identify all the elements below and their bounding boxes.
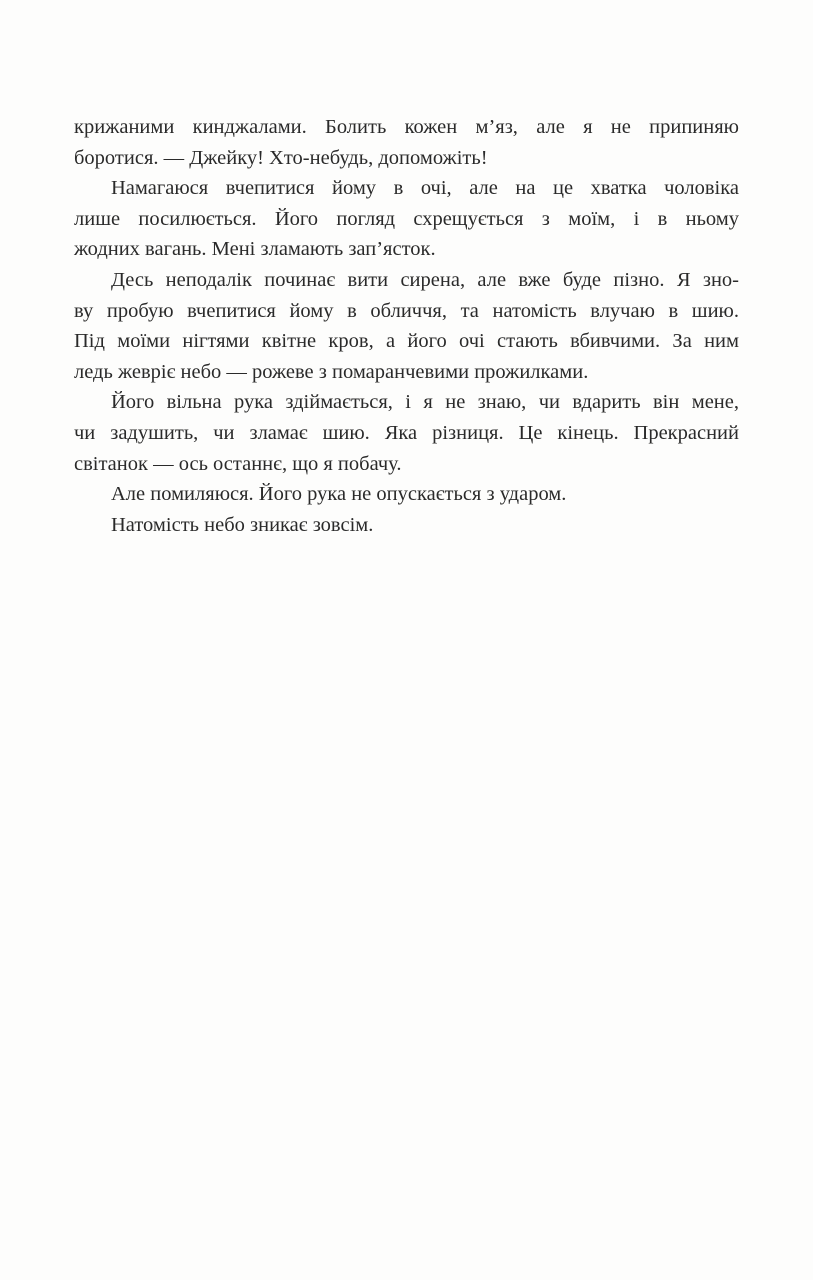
text-line: лише посилюється. Його погляд схрещується з моїм, і в ньому — [74, 207, 739, 230]
text-line: ледь жевріє небо — рожеве з помаранчевими прожилками. — [74, 360, 589, 383]
text-line: боротися. — Джейку! Хто-небудь, допоможіть! — [74, 146, 488, 169]
text-line: світанок — ось останнє, що я побачу. — [74, 452, 402, 475]
text-line: Під моїми нігтями квітне кров, а його очі стають вбивчими. За ним — [74, 330, 739, 353]
text-line: ву пробую вчепитися йому в обличчя, та натомість влучаю в шию. — [74, 299, 739, 322]
text-line: чи задушить, чи зламає шию. Яка різниця. Це кінець. Прекрасний — [74, 421, 739, 444]
text-line: Намагаюся вчепитися йому в очі, але на це хватка чоловіка — [111, 177, 739, 200]
body-text — [74, 112, 739, 540]
text-line: Але помиляюся. Його рука не опускається з ударом. — [111, 483, 567, 506]
text-line: Десь неподалік починає вити сирена, але вже буде пізно. Я зно- — [111, 268, 739, 291]
text-line: крижаними кинджалами. Болить кожен м’яз, але я не припиняю — [74, 116, 739, 138]
text-line: жодних вагань. Мені зламають зап’ясток. — [74, 238, 436, 261]
text-line: Натомість небо зникає зовсім. — [111, 513, 374, 536]
text-line: Його вільна рука здіймається, і я не знаю, чи вдарить він мене, — [111, 391, 739, 414]
